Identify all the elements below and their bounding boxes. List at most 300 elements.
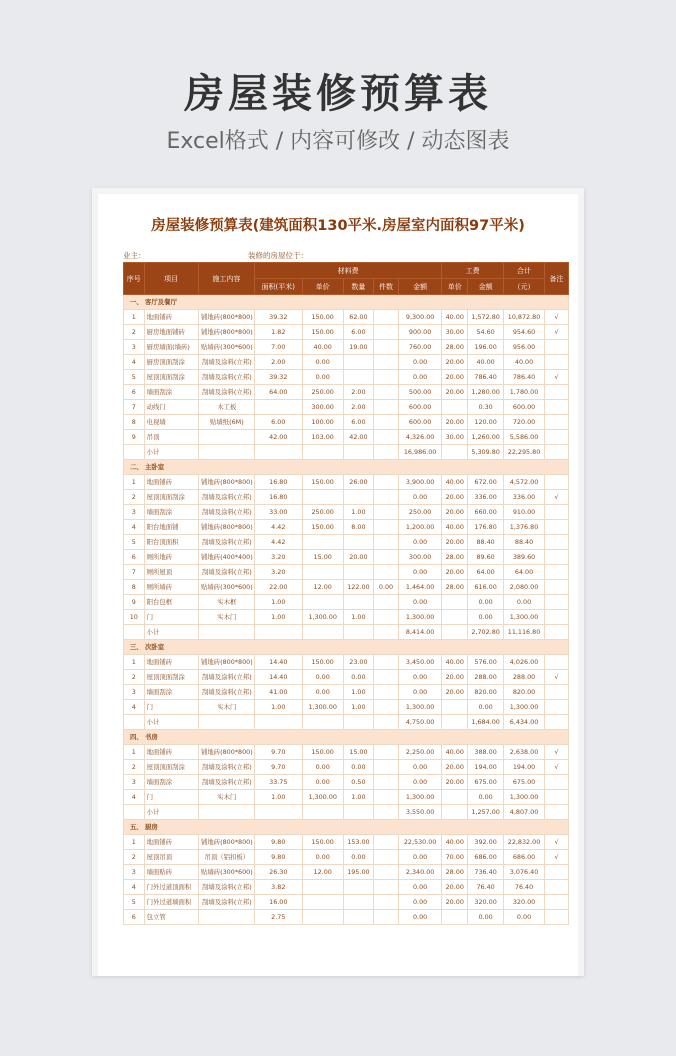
table-cell[interactable]: 刮墙及涂料(立邦) bbox=[198, 670, 254, 685]
table-cell[interactable] bbox=[374, 595, 399, 610]
table-cell[interactable] bbox=[302, 805, 343, 820]
table-cell[interactable] bbox=[545, 865, 569, 880]
table-cell[interactable]: 0.00 bbox=[302, 355, 343, 370]
table-cell[interactable]: 616.00 bbox=[468, 580, 504, 595]
table-cell[interactable] bbox=[545, 505, 569, 520]
table-cell[interactable]: 20.00 bbox=[442, 535, 468, 550]
table-cell[interactable] bbox=[374, 760, 399, 775]
table-cell[interactable]: 7 bbox=[124, 400, 145, 415]
table-cell[interactable]: 20.00 bbox=[442, 490, 468, 505]
table-cell[interactable]: 0.00 bbox=[398, 850, 441, 865]
table-cell[interactable]: 150.00 bbox=[302, 475, 343, 490]
table-cell[interactable]: 小计 bbox=[144, 805, 198, 820]
table-cell[interactable]: 1.00 bbox=[254, 610, 302, 625]
table-cell[interactable]: √ bbox=[545, 670, 569, 685]
table-cell[interactable] bbox=[374, 550, 399, 565]
table-cell[interactable] bbox=[198, 625, 254, 640]
table-cell[interactable]: 5,586.00 bbox=[503, 430, 544, 445]
table-cell[interactable] bbox=[374, 400, 399, 415]
table-cell[interactable]: 6.00 bbox=[254, 415, 302, 430]
table-cell[interactable]: 62.00 bbox=[343, 310, 373, 325]
table-cell[interactable]: 76.40 bbox=[468, 880, 504, 895]
table-cell[interactable]: 0.00 bbox=[503, 595, 544, 610]
table-cell[interactable] bbox=[545, 580, 569, 595]
table-cell[interactable]: 320.00 bbox=[503, 895, 544, 910]
table-cell[interactable]: 厨房墙面(墙砖) bbox=[144, 340, 198, 355]
table-cell[interactable]: 3.82 bbox=[254, 880, 302, 895]
table-cell[interactable]: 64.00 bbox=[503, 565, 544, 580]
table-cell[interactable]: 刮墙及涂料(立邦) bbox=[198, 895, 254, 910]
table-cell[interactable] bbox=[302, 565, 343, 580]
table-cell[interactable]: 30.00 bbox=[442, 430, 468, 445]
table-cell[interactable]: 门外过道顶面积 bbox=[144, 880, 198, 895]
table-cell[interactable]: 26.30 bbox=[254, 865, 302, 880]
table-cell[interactable] bbox=[374, 535, 399, 550]
table-cell[interactable] bbox=[374, 475, 399, 490]
table-cell[interactable]: 40.00 bbox=[442, 475, 468, 490]
table-cell[interactable]: √ bbox=[545, 490, 569, 505]
table-cell[interactable]: 0.00 bbox=[302, 685, 343, 700]
table-cell[interactable] bbox=[374, 715, 399, 730]
table-cell[interactable]: 8 bbox=[124, 580, 145, 595]
table-cell[interactable]: 3 bbox=[124, 685, 145, 700]
table-cell[interactable]: 3,450.00 bbox=[398, 655, 441, 670]
table-cell[interactable]: 厕所屋顶 bbox=[144, 565, 198, 580]
table-cell[interactable]: 3.20 bbox=[254, 565, 302, 580]
table-cell[interactable] bbox=[545, 535, 569, 550]
table-cell[interactable]: 电视墙 bbox=[144, 415, 198, 430]
table-cell[interactable]: 0.00 bbox=[468, 910, 504, 925]
table-cell[interactable]: 600.00 bbox=[503, 400, 544, 415]
table-cell[interactable]: 20.00 bbox=[442, 415, 468, 430]
table-cell[interactable]: 门外过道墙面积 bbox=[144, 895, 198, 910]
table-cell[interactable]: 64.00 bbox=[254, 385, 302, 400]
table-cell[interactable] bbox=[374, 355, 399, 370]
table-cell[interactable]: 铺地砖(800*800) bbox=[198, 745, 254, 760]
table-cell[interactable]: 153.00 bbox=[343, 835, 373, 850]
table-cell[interactable] bbox=[374, 610, 399, 625]
table-cell[interactable]: √ bbox=[545, 325, 569, 340]
table-cell[interactable]: √ bbox=[545, 370, 569, 385]
table-cell[interactable] bbox=[343, 910, 373, 925]
table-cell[interactable]: 0.00 bbox=[343, 670, 373, 685]
table-cell[interactable]: 2 bbox=[124, 760, 145, 775]
table-cell[interactable]: 铺地砖(800*800) bbox=[198, 835, 254, 850]
table-cell[interactable]: 门 bbox=[144, 610, 198, 625]
table-cell[interactable]: 门 bbox=[144, 700, 198, 715]
table-cell[interactable]: 1,300.00 bbox=[503, 610, 544, 625]
table-cell[interactable]: 150.00 bbox=[302, 745, 343, 760]
table-cell[interactable] bbox=[545, 340, 569, 355]
table-cell[interactable]: 1 bbox=[124, 835, 145, 850]
table-cell[interactable]: 675.00 bbox=[468, 775, 504, 790]
table-cell[interactable]: 89.60 bbox=[468, 550, 504, 565]
table-cell[interactable]: 4 bbox=[124, 520, 145, 535]
table-cell[interactable]: 4 bbox=[124, 700, 145, 715]
table-cell[interactable]: 40.00 bbox=[442, 655, 468, 670]
table-cell[interactable]: 地面铺砖 bbox=[144, 310, 198, 325]
table-cell[interactable]: 0.00 bbox=[398, 370, 441, 385]
table-cell[interactable]: 194.00 bbox=[468, 760, 504, 775]
table-cell[interactable]: 4,572.00 bbox=[503, 475, 544, 490]
table-cell[interactable]: 0.00 bbox=[398, 490, 441, 505]
table-cell[interactable] bbox=[442, 595, 468, 610]
table-cell[interactable]: 1,300.00 bbox=[398, 790, 441, 805]
table-cell[interactable] bbox=[374, 655, 399, 670]
table-cell[interactable]: 76.40 bbox=[503, 880, 544, 895]
table-cell[interactable]: 20.00 bbox=[442, 760, 468, 775]
table-cell[interactable] bbox=[374, 430, 399, 445]
table-cell[interactable]: 厕所墙砖 bbox=[144, 580, 198, 595]
table-cell[interactable]: 2,702.80 bbox=[468, 625, 504, 640]
table-cell[interactable] bbox=[545, 445, 569, 460]
table-cell[interactable] bbox=[545, 550, 569, 565]
table-cell[interactable] bbox=[343, 805, 373, 820]
table-cell[interactable]: 672.00 bbox=[468, 475, 504, 490]
table-cell[interactable]: 103.00 bbox=[302, 430, 343, 445]
table-cell[interactable]: √ bbox=[545, 745, 569, 760]
table-cell[interactable]: 0.00 bbox=[302, 670, 343, 685]
table-cell[interactable]: 5,309.80 bbox=[468, 445, 504, 460]
table-cell[interactable]: 1 bbox=[124, 310, 145, 325]
table-cell[interactable] bbox=[545, 475, 569, 490]
table-cell[interactable]: 地面铺砖 bbox=[144, 655, 198, 670]
table-cell[interactable]: 1,780.00 bbox=[503, 385, 544, 400]
table-cell[interactable]: 实木框 bbox=[198, 595, 254, 610]
table-cell[interactable] bbox=[198, 430, 254, 445]
table-cell[interactable] bbox=[374, 505, 399, 520]
table-cell[interactable] bbox=[254, 445, 302, 460]
table-cell[interactable] bbox=[545, 790, 569, 805]
table-cell[interactable]: 20.00 bbox=[343, 550, 373, 565]
table-cell[interactable]: 15.00 bbox=[343, 745, 373, 760]
table-cell[interactable]: 3 bbox=[124, 775, 145, 790]
table-cell[interactable]: 70.00 bbox=[442, 850, 468, 865]
table-cell[interactable]: 1,300.00 bbox=[503, 790, 544, 805]
table-cell[interactable]: 250.00 bbox=[398, 505, 441, 520]
table-cell[interactable]: 刮墙及涂料(立邦) bbox=[198, 505, 254, 520]
table-cell[interactable]: 16.00 bbox=[254, 895, 302, 910]
table-cell[interactable]: 阳台包框 bbox=[144, 595, 198, 610]
table-cell[interactable] bbox=[302, 595, 343, 610]
table-cell[interactable]: 22,530.00 bbox=[398, 835, 441, 850]
table-cell[interactable]: 1 bbox=[124, 475, 145, 490]
table-cell[interactable]: 1,300.00 bbox=[503, 700, 544, 715]
table-cell[interactable]: 288.00 bbox=[503, 670, 544, 685]
table-cell[interactable] bbox=[254, 625, 302, 640]
table-cell[interactable]: 660.00 bbox=[468, 505, 504, 520]
table-cell[interactable]: 墙面刮涂 bbox=[144, 775, 198, 790]
table-cell[interactable]: 屋顶顶面刮涂 bbox=[144, 370, 198, 385]
table-cell[interactable] bbox=[374, 775, 399, 790]
table-cell[interactable]: 11,116.80 bbox=[503, 625, 544, 640]
table-cell[interactable]: 600.00 bbox=[398, 415, 441, 430]
table-cell[interactable] bbox=[545, 520, 569, 535]
table-cell[interactable]: 16.80 bbox=[254, 490, 302, 505]
table-cell[interactable]: 2 bbox=[124, 490, 145, 505]
table-cell[interactable]: 22,832.00 bbox=[503, 835, 544, 850]
table-cell[interactable] bbox=[442, 700, 468, 715]
table-cell[interactable]: 木工板 bbox=[198, 400, 254, 415]
table-cell[interactable]: 28.00 bbox=[442, 865, 468, 880]
table-cell[interactable]: 39.32 bbox=[254, 370, 302, 385]
table-cell[interactable]: 1 bbox=[124, 655, 145, 670]
table-cell[interactable]: 5 bbox=[124, 370, 145, 385]
table-cell[interactable]: 3,900.00 bbox=[398, 475, 441, 490]
table-cell[interactable]: 0.00 bbox=[398, 880, 441, 895]
table-cell[interactable]: 600.00 bbox=[398, 400, 441, 415]
table-cell[interactable] bbox=[302, 490, 343, 505]
table-cell[interactable]: 1.00 bbox=[254, 700, 302, 715]
table-cell[interactable]: 736.40 bbox=[468, 865, 504, 880]
table-cell[interactable]: 铺地砖(800*800) bbox=[198, 475, 254, 490]
table-cell[interactable]: 9 bbox=[124, 595, 145, 610]
table-cell[interactable] bbox=[124, 625, 145, 640]
table-cell[interactable]: √ bbox=[545, 760, 569, 775]
table-cell[interactable]: 686.00 bbox=[468, 850, 504, 865]
table-cell[interactable]: 2.00 bbox=[254, 355, 302, 370]
table-cell[interactable] bbox=[343, 565, 373, 580]
table-cell[interactable]: 0.00 bbox=[503, 910, 544, 925]
table-cell[interactable]: 0.30 bbox=[468, 400, 504, 415]
table-cell[interactable]: 675.00 bbox=[503, 775, 544, 790]
table-cell[interactable] bbox=[442, 790, 468, 805]
table-cell[interactable] bbox=[545, 775, 569, 790]
table-cell[interactable] bbox=[545, 610, 569, 625]
table-cell[interactable]: 铺地砖(800*800) bbox=[198, 655, 254, 670]
table-cell[interactable]: 6.00 bbox=[343, 325, 373, 340]
table-cell[interactable]: 屋顶顶面刮涂 bbox=[144, 760, 198, 775]
table-cell[interactable]: 250.00 bbox=[302, 385, 343, 400]
table-cell[interactable]: 500.00 bbox=[398, 385, 441, 400]
table-cell[interactable] bbox=[374, 835, 399, 850]
table-cell[interactable]: 336.00 bbox=[468, 490, 504, 505]
table-cell[interactable] bbox=[545, 805, 569, 820]
table-cell[interactable] bbox=[545, 415, 569, 430]
table-cell[interactable]: 33.75 bbox=[254, 775, 302, 790]
table-cell[interactable]: 4 bbox=[124, 790, 145, 805]
table-cell[interactable]: 铺地砖(800*800) bbox=[198, 325, 254, 340]
table-cell[interactable]: 8.00 bbox=[343, 520, 373, 535]
table-cell[interactable] bbox=[545, 625, 569, 640]
table-cell[interactable]: 9.70 bbox=[254, 760, 302, 775]
table-cell[interactable]: 0.00 bbox=[468, 700, 504, 715]
table-cell[interactable]: 地面铺砖 bbox=[144, 835, 198, 850]
table-cell[interactable]: 20.00 bbox=[442, 385, 468, 400]
table-cell[interactable]: 2,638.00 bbox=[503, 745, 544, 760]
table-cell[interactable]: 2.00 bbox=[343, 385, 373, 400]
table-cell[interactable] bbox=[343, 595, 373, 610]
table-cell[interactable]: 刮墙及涂料(立邦) bbox=[198, 880, 254, 895]
table-cell[interactable]: √ bbox=[545, 850, 569, 865]
table-cell[interactable]: 5 bbox=[124, 535, 145, 550]
table-cell[interactable]: 0.00 bbox=[468, 790, 504, 805]
table-cell[interactable] bbox=[198, 445, 254, 460]
table-cell[interactable]: 厨房地面铺砖 bbox=[144, 325, 198, 340]
table-cell[interactable]: 786.40 bbox=[468, 370, 504, 385]
table-cell[interactable]: 1,572.80 bbox=[468, 310, 504, 325]
table-cell[interactable]: 2.00 bbox=[343, 400, 373, 415]
table-cell[interactable] bbox=[374, 385, 399, 400]
table-cell[interactable]: 4.42 bbox=[254, 535, 302, 550]
table-cell[interactable]: 10 bbox=[124, 610, 145, 625]
table-cell[interactable]: 1,300.00 bbox=[398, 700, 441, 715]
table-cell[interactable]: 墙面刮涂 bbox=[144, 685, 198, 700]
table-cell[interactable]: 铺地砖(800*800) bbox=[198, 520, 254, 535]
table-cell[interactable]: 3 bbox=[124, 340, 145, 355]
table-cell[interactable]: 20.00 bbox=[442, 355, 468, 370]
table-cell[interactable]: 5 bbox=[124, 895, 145, 910]
table-cell[interactable]: 42.00 bbox=[343, 430, 373, 445]
table-cell[interactable]: 0.00 bbox=[398, 355, 441, 370]
table-cell[interactable]: 0.00 bbox=[398, 910, 441, 925]
table-cell[interactable]: 786.40 bbox=[503, 370, 544, 385]
table-cell[interactable] bbox=[374, 805, 399, 820]
table-cell[interactable]: 3 bbox=[124, 865, 145, 880]
table-cell[interactable]: 6,434.00 bbox=[503, 715, 544, 730]
table-cell[interactable]: 20.00 bbox=[442, 370, 468, 385]
table-cell[interactable]: 4 bbox=[124, 355, 145, 370]
table-cell[interactable]: 3.20 bbox=[254, 550, 302, 565]
table-cell[interactable] bbox=[442, 625, 468, 640]
table-cell[interactable]: 1,260.00 bbox=[468, 430, 504, 445]
table-cell[interactable]: 地面铺砖 bbox=[144, 745, 198, 760]
table-cell[interactable] bbox=[545, 565, 569, 580]
table-cell[interactable]: 54.60 bbox=[468, 325, 504, 340]
table-cell[interactable]: 0.00 bbox=[302, 760, 343, 775]
table-cell[interactable] bbox=[545, 880, 569, 895]
table-cell[interactable]: 动线门 bbox=[144, 400, 198, 415]
table-cell[interactable] bbox=[545, 595, 569, 610]
table-cell[interactable]: 9.80 bbox=[254, 835, 302, 850]
table-cell[interactable]: 0.00 bbox=[302, 850, 343, 865]
table-cell[interactable]: 20.00 bbox=[442, 505, 468, 520]
table-cell[interactable]: 贴墙砖(300*600) bbox=[198, 340, 254, 355]
table-cell[interactable] bbox=[124, 805, 145, 820]
table-cell[interactable]: 22,295.80 bbox=[503, 445, 544, 460]
table-cell[interactable]: 贴墙砖(300*600) bbox=[198, 580, 254, 595]
table-cell[interactable] bbox=[374, 325, 399, 340]
table-cell[interactable] bbox=[254, 805, 302, 820]
table-cell[interactable]: 176.80 bbox=[468, 520, 504, 535]
table-cell[interactable] bbox=[198, 805, 254, 820]
table-cell[interactable]: 194.00 bbox=[503, 760, 544, 775]
table-cell[interactable] bbox=[374, 880, 399, 895]
table-cell[interactable]: 1.00 bbox=[343, 700, 373, 715]
table-cell[interactable]: 12.00 bbox=[302, 580, 343, 595]
table-cell[interactable]: 门 bbox=[144, 790, 198, 805]
table-cell[interactable] bbox=[302, 895, 343, 910]
table-cell[interactable]: 0.00 bbox=[468, 610, 504, 625]
table-cell[interactable]: 1.82 bbox=[254, 325, 302, 340]
table-cell[interactable] bbox=[374, 910, 399, 925]
table-cell[interactable]: 388.00 bbox=[468, 745, 504, 760]
table-cell[interactable]: 8,414.00 bbox=[398, 625, 441, 640]
table-cell[interactable] bbox=[343, 625, 373, 640]
table-cell[interactable]: 820.00 bbox=[468, 685, 504, 700]
table-cell[interactable]: 195.00 bbox=[343, 865, 373, 880]
table-cell[interactable]: 4,326.00 bbox=[398, 430, 441, 445]
table-cell[interactable]: 720.00 bbox=[503, 415, 544, 430]
table-cell[interactable]: 阳台地面铺 bbox=[144, 520, 198, 535]
table-cell[interactable]: 吊顶（铝扣板） bbox=[198, 850, 254, 865]
table-cell[interactable]: 6 bbox=[124, 385, 145, 400]
table-cell[interactable] bbox=[545, 385, 569, 400]
table-cell[interactable] bbox=[545, 430, 569, 445]
table-cell[interactable] bbox=[302, 910, 343, 925]
table-cell[interactable]: 15.00 bbox=[302, 550, 343, 565]
table-cell[interactable] bbox=[374, 340, 399, 355]
table-cell[interactable]: 3,076.40 bbox=[503, 865, 544, 880]
table-cell[interactable]: 小计 bbox=[144, 715, 198, 730]
table-cell[interactable] bbox=[374, 520, 399, 535]
table-cell[interactable] bbox=[442, 805, 468, 820]
table-cell[interactable]: 1,300.00 bbox=[398, 610, 441, 625]
table-cell[interactable]: 40.00 bbox=[442, 520, 468, 535]
table-cell[interactable] bbox=[302, 625, 343, 640]
table-cell[interactable]: 3,550.00 bbox=[398, 805, 441, 820]
table-cell[interactable] bbox=[545, 715, 569, 730]
table-cell[interactable]: 150.00 bbox=[302, 325, 343, 340]
table-cell[interactable]: 1,464.00 bbox=[398, 580, 441, 595]
table-cell[interactable]: 1 bbox=[124, 745, 145, 760]
table-cell[interactable]: 2.75 bbox=[254, 910, 302, 925]
table-cell[interactable]: 300.00 bbox=[302, 400, 343, 415]
table-cell[interactable]: 41.00 bbox=[254, 685, 302, 700]
table-cell[interactable]: 16.80 bbox=[254, 475, 302, 490]
table-cell[interactable]: 40.00 bbox=[442, 835, 468, 850]
table-cell[interactable]: 20.00 bbox=[442, 880, 468, 895]
table-cell[interactable]: 刮墙及涂料(立邦) bbox=[198, 490, 254, 505]
table-cell[interactable]: 576.00 bbox=[468, 655, 504, 670]
table-cell[interactable]: 20.00 bbox=[442, 565, 468, 580]
table-cell[interactable]: 12.00 bbox=[302, 865, 343, 880]
table-cell[interactable]: 屋顶顶面刮涂 bbox=[144, 490, 198, 505]
table-cell[interactable]: 6.00 bbox=[343, 415, 373, 430]
table-cell[interactable]: 9.80 bbox=[254, 850, 302, 865]
table-cell[interactable] bbox=[374, 490, 399, 505]
table-cell[interactable]: 6 bbox=[124, 550, 145, 565]
table-cell[interactable] bbox=[545, 685, 569, 700]
table-cell[interactable]: 刮墙及涂料(立邦) bbox=[198, 535, 254, 550]
table-cell[interactable] bbox=[374, 370, 399, 385]
table-cell[interactable]: 1,300.00 bbox=[302, 700, 343, 715]
table-cell[interactable]: 6 bbox=[124, 910, 145, 925]
table-cell[interactable]: 实木门 bbox=[198, 790, 254, 805]
table-cell[interactable] bbox=[302, 535, 343, 550]
table-cell[interactable]: 40.00 bbox=[442, 310, 468, 325]
table-cell[interactable]: 铺地砖(800*800) bbox=[198, 310, 254, 325]
table-cell[interactable]: 1,684.00 bbox=[468, 715, 504, 730]
table-cell[interactable]: 3 bbox=[124, 505, 145, 520]
table-cell[interactable]: 厕所地砖 bbox=[144, 550, 198, 565]
table-cell[interactable]: 40.00 bbox=[302, 340, 343, 355]
table-cell[interactable]: 墙面刮涂 bbox=[144, 505, 198, 520]
table-cell[interactable] bbox=[374, 850, 399, 865]
table-cell[interactable]: 刮墙及涂料(立邦) bbox=[198, 355, 254, 370]
table-cell[interactable]: 8 bbox=[124, 415, 145, 430]
table-cell[interactable] bbox=[442, 715, 468, 730]
table-cell[interactable]: 实木门 bbox=[198, 610, 254, 625]
table-cell[interactable]: 7.00 bbox=[254, 340, 302, 355]
table-cell[interactable] bbox=[343, 370, 373, 385]
table-cell[interactable] bbox=[343, 895, 373, 910]
table-cell[interactable] bbox=[254, 715, 302, 730]
table-cell[interactable]: 20.00 bbox=[442, 670, 468, 685]
table-cell[interactable]: 2 bbox=[124, 325, 145, 340]
table-cell[interactable]: 250.00 bbox=[302, 505, 343, 520]
table-cell[interactable]: 2,250.00 bbox=[398, 745, 441, 760]
